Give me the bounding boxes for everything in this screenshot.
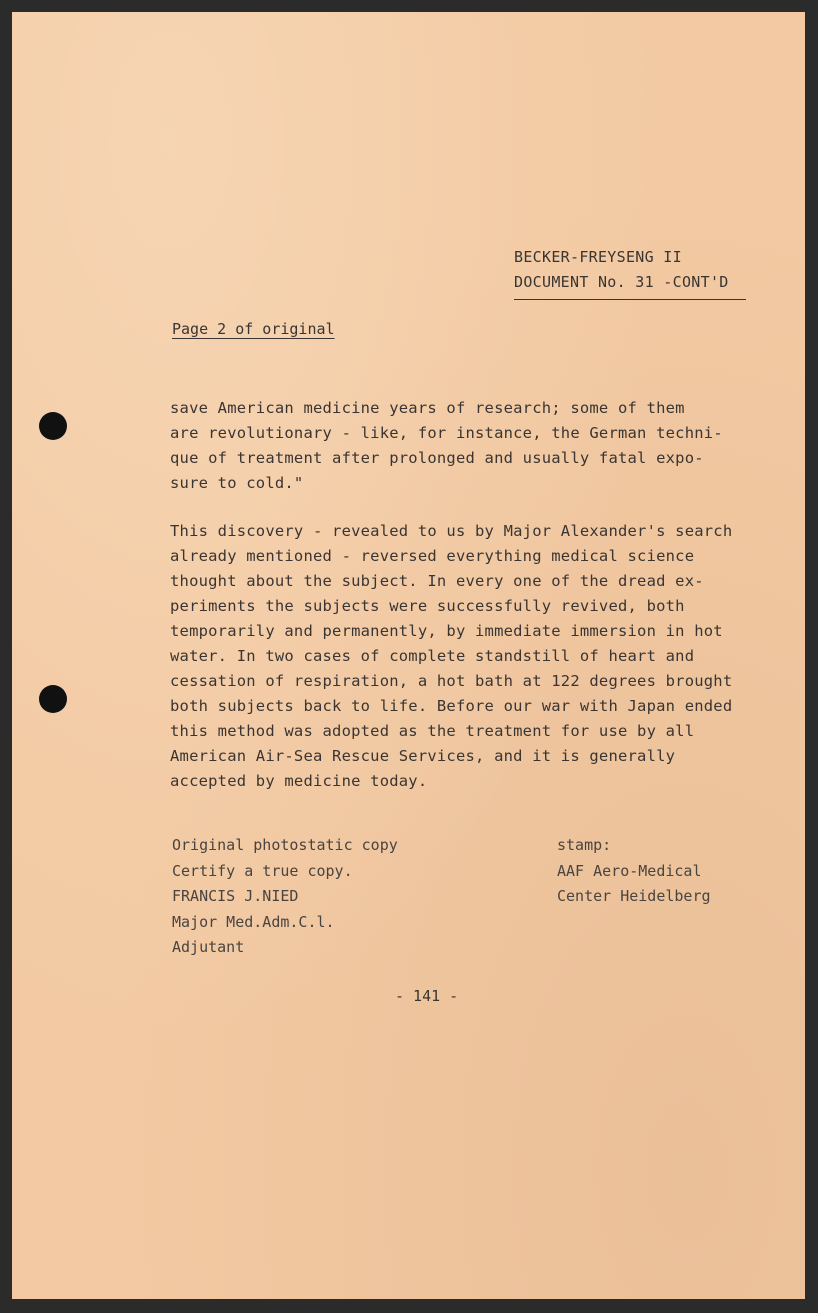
certification-line: FRANCIS J.NIED — [172, 887, 299, 905]
text-line: this method was adopted as the treatment for use by all — [170, 722, 695, 740]
stamp-block — [557, 833, 711, 910]
text-line: periments the subjects were successfully revived, both — [170, 597, 685, 615]
certification-line: Original photostatic copy — [172, 836, 398, 854]
text-line: American Air-Sea Rescue Services, and it is generally — [170, 747, 676, 765]
page-reference: Page 2 of original — [172, 320, 335, 338]
certification-block — [172, 833, 398, 961]
text-line: both subjects back to life. Before our war with Japan ended — [170, 697, 733, 715]
text-line: accepted by medicine today. — [170, 772, 428, 790]
stamp-line: Center Heidelberg — [557, 887, 711, 905]
text-line: This discovery - revealed to us by Major Alexander's search — [170, 522, 733, 540]
text-line: que of treatment after prolonged and usually fatal expo- — [170, 449, 704, 467]
certification-line: Adjutant — [172, 938, 245, 956]
header-line-1: BECKER-FREYSENG II — [514, 248, 682, 266]
header-underline — [514, 299, 746, 300]
punch-hole-bottom — [39, 685, 67, 713]
stamp-line: AAF Aero-Medical — [557, 861, 702, 880]
text-line: save American medicine years of research; some of them — [170, 399, 685, 417]
document-page — [12, 12, 805, 1299]
stamp-line: stamp: — [557, 836, 612, 854]
text-line: cessation of respiration, a hot bath at 122 degrees brought — [170, 672, 733, 690]
paragraph-2 — [170, 519, 732, 794]
text-line: are revolutionary - like, for instance, the German techni- — [170, 424, 723, 442]
text-line: sure to cold." — [170, 474, 304, 492]
page-number: - 141 - — [395, 987, 459, 1005]
text-line: temporarily and permanently, by immediate immersion in hot — [170, 622, 723, 640]
header-line-2: DOCUMENT No. 31 -CONT'D — [514, 273, 729, 291]
document-header — [514, 245, 746, 300]
text-line: water. In two cases of complete standstill of heart and — [170, 647, 695, 665]
certification-line: Certify a true copy. — [172, 861, 353, 880]
punch-hole-top — [39, 412, 67, 440]
text-line: thought about the subject. In every one of the dread ex- — [170, 572, 704, 590]
paragraph-1 — [170, 396, 723, 496]
certification-line: Major Med.Adm.C.l. — [172, 912, 335, 931]
text-line: already mentioned - reversed everything medical science — [170, 547, 695, 565]
